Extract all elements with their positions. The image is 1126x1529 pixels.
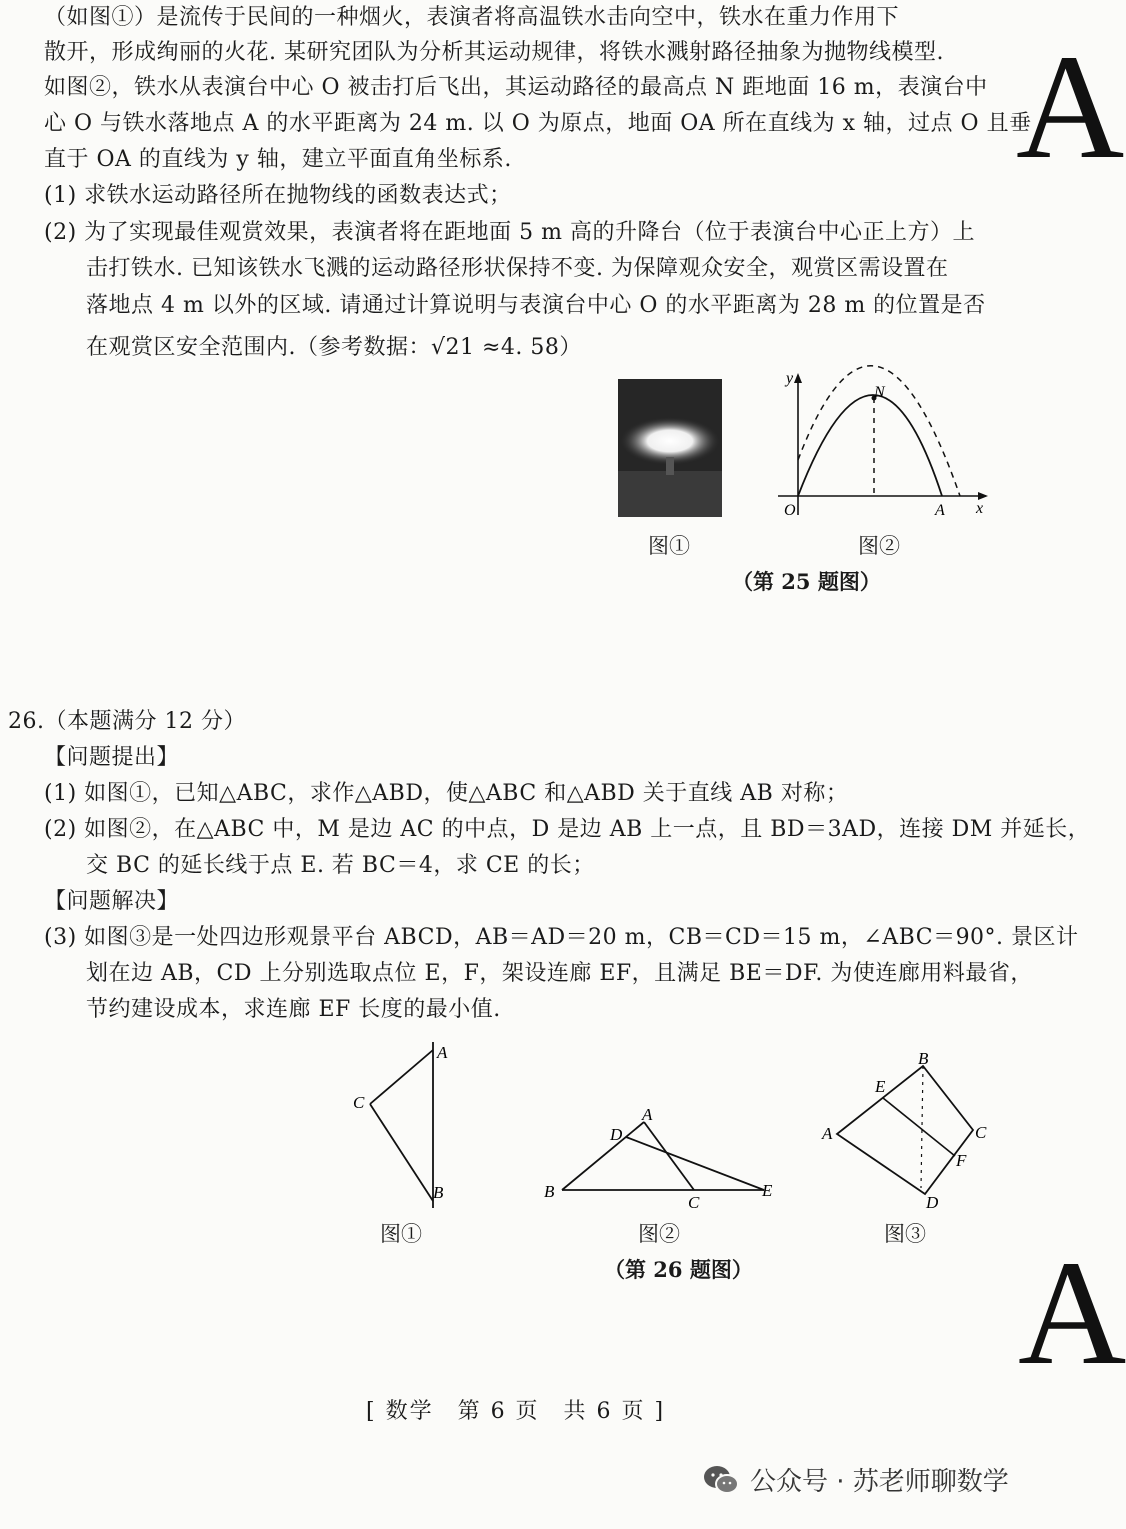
wechat-watermark (702, 1461, 1009, 1498)
q26-fig3-quadrilateral (815, 1046, 1000, 1216)
page-footer: [ 数学 第 6 页 共 6 页 ] (366, 1399, 666, 1424)
q26-header: 26.（本题满分 12 分） (8, 709, 246, 734)
q26-part1: (1) 如图①，已知△ABC，求作△ABD，使△ABC 和△ABD 关于直线 AB 对称； (44, 781, 849, 806)
q26-fig2-triangle (540, 1100, 780, 1212)
q25-fig2-caption: 图② (858, 534, 900, 558)
margin-letter-top: A (1016, 24, 1125, 190)
q25-line-1: （如图①）是流传于民间的一种烟火，表演者将高温铁水击向空中，铁水在重力作用下 (44, 5, 900, 30)
q26-fig3-caption: 图③ (884, 1222, 926, 1246)
q26-f2-A: A (642, 1105, 653, 1124)
q25-part1: (1) 求铁水运动路径所在抛物线的函数表达式； (44, 183, 512, 208)
q26-f1-A: A (437, 1043, 448, 1062)
q25-figure-caption: （第 25 题图） (732, 569, 881, 594)
q25-part2-line-3: 落地点 4 m 以外的区域. 请通过计算说明与表演台中心 O 的水平距离为 28 m 的位置是否 (86, 293, 986, 318)
q25-line-4: 心 O 与铁水落地点 A 的水平距离为 24 m. 以 O 为原点，地面 OA 所在直线为 x 轴，过点 O 且垂 (44, 111, 1032, 136)
q26-part3-line-3: 节约建设成本，求连廊 EF 长度的最小值. (86, 997, 501, 1022)
q26-f1-C: C (353, 1093, 365, 1112)
watermark-text: 公众号 · 苏老师聊数学 (750, 1467, 1009, 1497)
q26-f2-B: B (544, 1182, 555, 1201)
wechat-icon (702, 1464, 740, 1496)
q25-part2-line-4: 在观赏区安全范围内.（参考数据：√21 ≈4. 58） (86, 335, 582, 360)
q26-f2-E: E (762, 1181, 773, 1200)
q26-figure-caption: （第 26 题图） (604, 1257, 753, 1282)
margin-letter-bottom: A (1018, 1230, 1126, 1396)
q26-section-problem: 【问题提出】 (44, 745, 180, 770)
q25-parabola-figure (770, 365, 995, 525)
q26-section-solve: 【问题解决】 (44, 889, 180, 914)
q26-f3-D: D (926, 1193, 939, 1212)
q25-x-label: x (976, 500, 984, 517)
q26-f3-B: B (918, 1049, 929, 1068)
q25-fig1-caption: 图① (648, 534, 690, 558)
q25-point-N: N (874, 384, 885, 401)
q25-y-label: y (786, 370, 794, 387)
iron-flower-photo (618, 379, 722, 517)
q25-line-3: 如图②，铁水从表演台中心 O 被击打后飞出，其运动路径的最高点 N 距地面 16 m，表演台中 (44, 75, 988, 100)
q26-fig2-caption: 图② (638, 1222, 680, 1246)
q25-part2-line-2: 击打铁水. 已知该铁水飞溅的运动路径形状保持不变. 为保障观众安全，观赏区需设置在 (86, 256, 949, 281)
q26-f2-C: C (688, 1193, 700, 1212)
q25-line-2: 散开，形成绚丽的火花. 某研究团队为分析其运动规律，将铁水溅射路径抽象为抛物线模型. (44, 40, 944, 65)
q26-fig1-caption: 图① (380, 1222, 422, 1246)
q26-f2-D: D (610, 1125, 623, 1144)
q25-part2-line-1: (2) 为了实现最佳观赏效果，表演者将在距地面 5 m 高的升降台（位于表演台中心正上方）上 (44, 220, 975, 245)
q26-f3-F: F (956, 1151, 967, 1170)
q26-part3-line-2: 划在边 AB，CD 上分别选取点位 E，F，架设连廊 EF，且满足 BE＝DF. 为使连廊用料最省， (86, 961, 1033, 986)
q25-point-O: O (784, 502, 796, 519)
q26-fig1-triangle (345, 1036, 465, 1216)
q26-f1-B: B (433, 1183, 444, 1202)
q26-f3-A: A (822, 1124, 833, 1143)
q26-part3-line-1: (3) 如图③是一处四边形观景平台 ABCD，AB＝AD＝20 m，CB＝CD＝15 m，∠ABC＝90°. 景区计 (44, 925, 1079, 950)
q26-f3-C: C (975, 1123, 987, 1142)
q26-part2-line-2: 交 BC 的延长线于点 E. 若 BC＝4，求 CE 的长； (86, 853, 595, 878)
q26-f3-E: E (875, 1077, 886, 1096)
q25-line-5: 直于 OA 的直线为 y 轴，建立平面直角坐标系. (44, 147, 512, 172)
q25-point-A: A (935, 502, 945, 519)
q26-part2-line-1: (2) 如图②，在△ABC 中，M 是边 AC 的中点，D 是边 AB 上一点，且 BD＝3AD，连接 DM 并延长， (44, 817, 1091, 842)
